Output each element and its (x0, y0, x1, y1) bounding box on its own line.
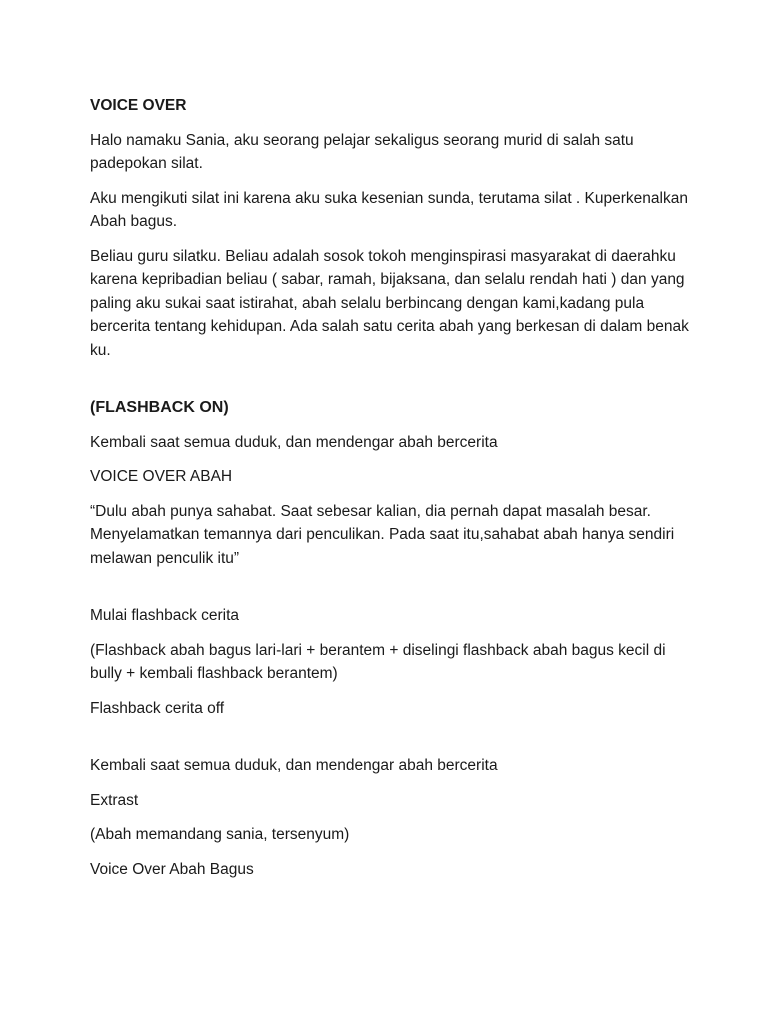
heading-voice-over: VOICE OVER (90, 97, 187, 114)
paragraph-mulai-flashback: Mulai flashback cerita (90, 607, 240, 624)
document-page (90, 94, 690, 892)
paragraph-voice-over-abah-bagus: Voice Over Abah Bagus (90, 860, 254, 878)
paragraph-flashback-off: Flashback cerita off (90, 699, 225, 717)
paragraph-intro: Halo namaku Sania, aku seorang pelajar sekaligus seorang murid di salah satu padepokan silat. (90, 131, 634, 172)
spacer (90, 373, 690, 396)
paragraph-guru: Beliau guru silatku. Beliau adalah sosok tokoh menginspirasi masyarakat di daerahku karena kepribadian beliau ( sabar, ramah, bijaksana, dan selalu rendah hati ) dan yang paling aku sukai saat istirahat, abah selalu berbincang dengan kami,kadang pula bercerita tentang kehidupan. Ada salah satu cerita abah yang berkesan di dalam benak ku. (90, 247, 689, 359)
paragraph-kembali-2: Kembali saat semua duduk, dan mendengar abah bercerita (90, 757, 498, 774)
paragraph-voice-over-abah: VOICE OVER ABAH (90, 468, 233, 485)
spacer (90, 581, 690, 604)
paragraph-extrast: Extrast (90, 791, 139, 809)
paragraph-abah-memandang: (Abah memandang sania, tersenyum) (90, 826, 350, 843)
paragraph-quote: “Dulu abah punya sahabat. Saat sebesar kalian, dia pernah dapat masalah besar. Menyelamatkan temannya dari penculikan. Pada saat itu,sahabat abah hanya sendiri melawan penculik itu” (90, 502, 675, 567)
paragraph-kembali-1: Kembali saat semua duduk, dan mendengar abah bercerita (90, 433, 498, 451)
heading-flashback-on: (FLASHBACK ON) (90, 399, 229, 416)
spacer (90, 731, 690, 754)
paragraph-silat: Aku mengikuti silat ini karena aku suka kesenian sunda, terutama silat . Kuperkenalkan Abah bagus. (90, 189, 688, 230)
paragraph-flashback-detail: (Flashback abah bagus lari-lari + berantem + diselingi flashback abah bagus kecil di bully + kembali flashback berantem) (90, 641, 666, 682)
